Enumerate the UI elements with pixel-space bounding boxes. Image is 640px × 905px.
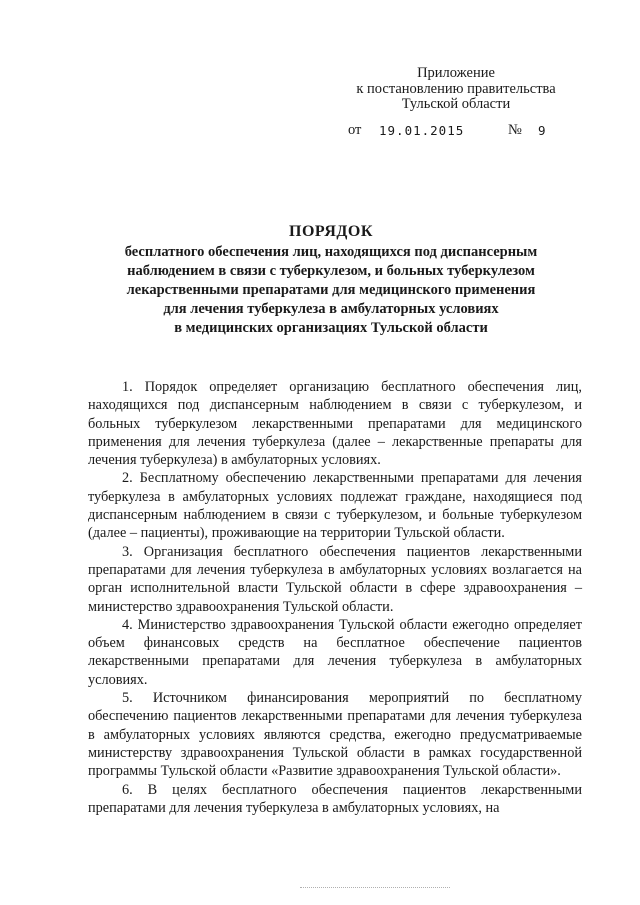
appendix-header	[346, 66, 566, 113]
decree-date-number	[348, 122, 588, 140]
paragraph-2: 2. Бесплатному обеспечению лекарственными препаратами для лечения туберкулеза в амбулаторных условиях подлежат граждане, находящиеся под диспансерным наблюдением в связи с туберкулезом, и больные туберкулезом (далее – пациенты), проживающие на территории Тульской области.	[88, 470, 582, 542]
title-heading: ПОРЯДОК	[289, 223, 373, 240]
document-body	[88, 378, 582, 817]
appendix-line-2: к постановлению правительства	[356, 80, 556, 97]
number-sign: №	[508, 122, 522, 138]
paragraph-5: 5. Источником финансирования мероприятий по бесплатному обеспечению пациентов лекарственными препаратами для лечения туберкулеза в амбулаторных условиях являются средства, ежегодно предусматриваемые министерству здравоохранения Тульской области в рамках государственной программы Тульской области «Развитие здравоохранения Тульской области».	[88, 690, 582, 780]
title-line: в медицинских организациях Тульской области	[174, 320, 488, 336]
document-title	[86, 222, 576, 338]
decree-number: 9	[538, 123, 546, 138]
paragraph-4: 4. Министерство здравоохранения Тульской области ежегодно определяет объем финансовых средств на бесплатное обеспечение пациентов лекарственными препаратами для лечения туберкулеза в амбулаторных условиях.	[88, 616, 582, 688]
scan-artifact	[300, 887, 450, 888]
title-line: для лечения туберкулеза в амбулаторных условиях	[163, 301, 499, 317]
date-prefix: от	[348, 122, 362, 138]
paragraph-6: 6. В целях бесплатного обеспечения пациентов лекарственными препаратами для лечения туберкулеза в амбулаторных условиях, на	[88, 781, 582, 816]
paragraph-3: 3. Организация бесплатного обеспечения пациентов лекарственными препаратами для лечения туберкулеза в амбулаторных условиях возлагается на орган исполнительной власти Тульской области в сфере здравоохранения – министерство здравоохранения Тульской области.	[88, 543, 582, 615]
appendix-line-1: Приложение	[417, 65, 495, 81]
decree-date: 19.01.2015	[379, 123, 465, 138]
title-line: бесплатного обеспечения лиц, находящихся под диспансерным	[124, 244, 538, 260]
appendix-line-3: Тульской области	[401, 96, 511, 112]
paragraph-1: 1. Порядок определяет организацию бесплатного обеспечения лиц, находящихся под диспансерным наблюдением в связи с туберкулезом, и больных туберкулезом лекарственными препаратами для медицинского применения для лечения туберкулеза (далее – лекарственные препараты для лечения туберкулеза) в амбулаторных условиях.	[88, 379, 582, 469]
title-line: лекарственными препаратами для медицинского применения	[126, 282, 536, 298]
title-line: наблюдением в связи с туберкулезом, и больных туберкулезом	[127, 263, 535, 279]
